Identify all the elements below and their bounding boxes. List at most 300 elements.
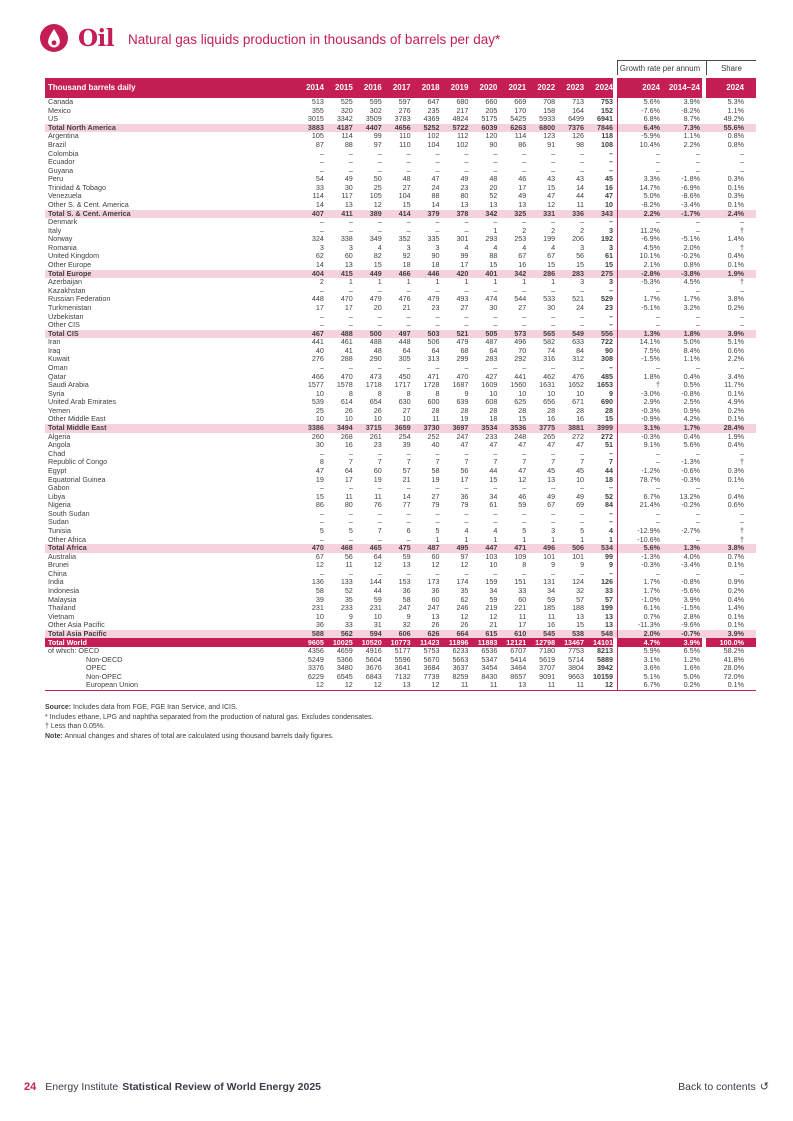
year-value: 1 xyxy=(406,277,411,287)
year-value: 614 xyxy=(340,397,353,407)
year-value: 86 xyxy=(518,139,527,149)
year-value: – xyxy=(551,165,556,175)
year-value: 14101 xyxy=(592,637,613,647)
year-value: 610 xyxy=(514,628,527,638)
growth-value: -1.2% xyxy=(641,465,660,475)
growth-value: -2.8% xyxy=(641,268,660,278)
year-value: 471 xyxy=(514,543,527,553)
year-value: 27 xyxy=(518,302,527,312)
share-value: 0.3% xyxy=(727,465,744,475)
growth-value: -8.2% xyxy=(641,200,660,210)
year-value: 51 xyxy=(604,440,613,450)
year-value: 164 xyxy=(572,105,585,115)
year-value: 64 xyxy=(344,465,353,475)
year-value: 276 xyxy=(398,105,411,115)
year-value: – xyxy=(377,148,382,158)
year-value: 3 xyxy=(580,277,585,287)
row-label: Peru xyxy=(48,175,64,184)
year-value: – xyxy=(464,320,469,330)
growth-value: 1.7% xyxy=(683,294,700,304)
year-value: 5604 xyxy=(365,654,382,664)
year-value: 268 xyxy=(340,431,353,441)
row-label: Nigeria xyxy=(48,501,71,510)
year-value: 17 xyxy=(518,182,527,192)
year-value: – xyxy=(406,517,411,527)
year-value: 76 xyxy=(373,500,382,510)
year-value: – xyxy=(464,508,469,518)
year-value: 11 xyxy=(374,491,382,501)
year-value: 462 xyxy=(543,371,556,381)
year-value: 98 xyxy=(576,139,585,149)
row-label: Tunisia xyxy=(48,526,71,535)
share-value: 0.4% xyxy=(727,491,744,501)
row-label: Romania xyxy=(48,243,77,252)
year-value: – xyxy=(522,320,527,330)
year-value: 248 xyxy=(514,431,527,441)
year-value: 8259 xyxy=(452,671,469,681)
year-value: 506 xyxy=(572,543,585,553)
row-label: Brunei xyxy=(48,561,69,570)
year-value: 10025 xyxy=(332,637,353,647)
year-value: 35 xyxy=(460,586,469,596)
year-value: – xyxy=(608,517,613,527)
year-value: 18 xyxy=(489,414,498,424)
year-value: 529 xyxy=(600,294,613,304)
year-value: 43 xyxy=(576,174,585,184)
growth-value: 2.8% xyxy=(683,611,700,621)
year-value: 27 xyxy=(402,182,411,192)
year-value: 8213 xyxy=(596,646,613,656)
growth-value: 2.5% xyxy=(683,397,700,407)
year-value: – xyxy=(580,217,585,227)
year-value: 10 xyxy=(547,388,556,398)
share-value: 1.1% xyxy=(727,105,744,115)
year-value: – xyxy=(608,320,613,330)
growth-value: 7.3% xyxy=(683,122,700,132)
share-value: 1.9% xyxy=(727,431,744,441)
year-value: 19 xyxy=(315,474,324,484)
footnote: Source: Includes data from FGE, FGE Iran Service, and ICIS. xyxy=(45,704,238,711)
year-value: 12121 xyxy=(506,637,527,647)
year-value: – xyxy=(319,517,324,527)
year-value: 664 xyxy=(456,628,469,638)
year-header: 2015 xyxy=(335,82,353,92)
year-header: 2024 xyxy=(595,82,613,92)
year-value: 1 xyxy=(580,534,585,544)
year-value: 10 xyxy=(489,560,498,570)
year-value: 33 xyxy=(604,586,613,596)
growth-value: 1.3% xyxy=(643,328,660,338)
year-value: – xyxy=(319,363,324,372)
share-value: – xyxy=(740,363,744,372)
year-value: 6263 xyxy=(510,122,527,132)
growth-value: 3.2% xyxy=(683,302,700,312)
year-value: 10773 xyxy=(390,637,411,647)
year-value: 114 xyxy=(514,131,527,141)
year-value: – xyxy=(493,217,498,227)
year-value: 103 xyxy=(485,551,498,561)
year-value: 10 xyxy=(604,200,613,210)
year-value: 474 xyxy=(485,294,498,304)
year-value: 1 xyxy=(493,277,498,287)
year-value: 11883 xyxy=(477,637,498,647)
year-value: 18 xyxy=(604,474,613,484)
year-value: 6707 xyxy=(510,646,527,656)
year-value: 34 xyxy=(547,586,556,596)
year-value: 13 xyxy=(344,200,353,210)
growth-value: 14.1% xyxy=(639,337,660,347)
table-row xyxy=(45,149,756,158)
year-value: – xyxy=(608,508,613,518)
growth-value: -0.3% xyxy=(641,405,660,415)
year-value: – xyxy=(464,568,469,578)
year-value: 11 xyxy=(518,611,527,621)
growth-value: – xyxy=(656,448,660,458)
footnote: † Less than 0.05%. xyxy=(45,723,105,731)
year-value: 466 xyxy=(398,268,411,278)
year-value: – xyxy=(435,165,440,175)
year-value: 235 xyxy=(427,105,440,115)
growth-value: 9.1% xyxy=(643,440,660,450)
share-value: 28.4% xyxy=(723,423,744,433)
growth-value: 1.7% xyxy=(643,586,660,596)
row-label: Indonesia xyxy=(48,587,80,596)
year-value: 15 xyxy=(547,182,556,192)
share-value: † xyxy=(740,457,744,467)
page-header xyxy=(40,24,500,52)
growth-value: – xyxy=(656,217,660,227)
year-value: 2 xyxy=(580,225,585,235)
year-value: 30 xyxy=(315,440,324,450)
year-value: 1 xyxy=(348,277,353,287)
year-value: 349 xyxy=(369,234,382,244)
year-value: 466 xyxy=(311,371,324,381)
table-header-row xyxy=(45,78,756,98)
year-value: 1 xyxy=(608,534,613,544)
year-value: 3715 xyxy=(365,423,382,433)
year-value: 378 xyxy=(456,208,469,218)
year-value: 562 xyxy=(340,628,353,638)
year-value: 13 xyxy=(344,260,353,270)
year-value: 272 xyxy=(600,431,613,441)
year-value: 109 xyxy=(514,551,527,561)
share-value: 1.4% xyxy=(727,603,744,613)
year-value: 6941 xyxy=(596,114,613,124)
year-value: 3 xyxy=(319,242,324,252)
year-value: 582 xyxy=(543,337,556,347)
share-value: – xyxy=(740,568,744,578)
row-label: Algeria xyxy=(48,432,71,441)
year-value: 1717 xyxy=(394,380,411,390)
year-value: 6039 xyxy=(481,122,498,132)
year-value: 9 xyxy=(406,611,411,621)
page-footer xyxy=(24,1080,769,1093)
year-value: 11 xyxy=(432,414,440,424)
back-to-contents-link[interactable] xyxy=(678,1080,769,1093)
growth-value: – xyxy=(656,148,660,158)
growth-value: – xyxy=(696,517,700,527)
share-value: 28.0% xyxy=(723,663,744,673)
year-value: 104 xyxy=(427,139,440,149)
year-value: – xyxy=(348,508,353,518)
growth-value: – xyxy=(656,457,660,467)
year-value: 5596 xyxy=(394,654,411,664)
year-value: – xyxy=(464,285,469,295)
year-value: 9 xyxy=(551,560,556,570)
growth-value: 0.8% xyxy=(683,260,700,270)
year-value: 199 xyxy=(543,234,556,244)
year-value: 4824 xyxy=(452,114,469,124)
year-value: – xyxy=(464,483,469,493)
year-value: – xyxy=(551,448,556,458)
year-value: 7132 xyxy=(394,671,411,681)
year-value: 46 xyxy=(518,174,527,184)
year-value: – xyxy=(435,517,440,527)
year-value: 7 xyxy=(522,457,527,467)
year-value: 505 xyxy=(485,328,498,338)
growth-value: -1.3% xyxy=(641,551,660,561)
year-value: 28 xyxy=(489,405,498,415)
year-value: – xyxy=(319,483,324,493)
year-value: – xyxy=(522,448,527,458)
year-value: 3637 xyxy=(452,663,469,673)
share-value: – xyxy=(740,448,744,458)
year-value: 8 xyxy=(435,388,440,398)
year-value: 11 xyxy=(460,680,469,690)
year-value: – xyxy=(551,568,556,578)
year-value: 174 xyxy=(456,577,469,587)
year-value: 28 xyxy=(547,405,556,415)
year-value: 9091 xyxy=(539,671,556,681)
year-value: 80 xyxy=(460,191,469,201)
year-value: – xyxy=(377,483,382,493)
year-value: 9 xyxy=(348,611,353,621)
year-value: 47 xyxy=(547,440,556,450)
year-value: 47 xyxy=(460,440,469,450)
year-value: – xyxy=(406,483,411,493)
year-value: 1 xyxy=(522,534,527,544)
share-value: 3.8% xyxy=(727,543,744,553)
share-value: 0.8% xyxy=(727,131,744,141)
year-value: – xyxy=(319,508,324,518)
year-value: 99 xyxy=(460,251,469,261)
year-value: 91 xyxy=(547,139,556,149)
year-value: 654 xyxy=(369,397,382,407)
table-row xyxy=(45,312,756,321)
year-value: 64 xyxy=(489,345,498,355)
growth-value: – xyxy=(696,320,700,330)
growth-value: -10.6% xyxy=(637,534,660,544)
year-value: – xyxy=(377,517,382,527)
year-value: 25 xyxy=(315,405,324,415)
year-value: – xyxy=(435,448,440,458)
row-label: Total Europe xyxy=(48,269,92,278)
year-value: 23 xyxy=(373,440,382,450)
year-value: 33 xyxy=(518,586,527,596)
year-value: 414 xyxy=(398,208,411,218)
year-value: 539 xyxy=(311,397,324,407)
growth-value: 10.1% xyxy=(639,251,660,261)
footer-org: Energy Institute xyxy=(45,1080,119,1093)
year-value: 206 xyxy=(572,234,585,244)
growth-value: 5.0% xyxy=(683,671,700,681)
year-value: 608 xyxy=(485,397,498,407)
year-value: 120 xyxy=(485,131,498,141)
year-value: 13 xyxy=(489,200,498,210)
year-value: 58 xyxy=(431,465,440,475)
back-to-contents-label[interactable]: Back to contents xyxy=(678,1080,756,1093)
footnotes xyxy=(45,703,373,741)
year-value: 513 xyxy=(311,97,324,107)
share-value: – xyxy=(740,148,744,158)
year-value: 7 xyxy=(406,457,411,467)
growth-value: -2.7% xyxy=(681,525,700,535)
year-value: 639 xyxy=(456,397,469,407)
year-value: 233 xyxy=(485,431,498,441)
year-value: 15 xyxy=(489,474,498,484)
year-value: 34 xyxy=(489,491,498,501)
growth-value: – xyxy=(696,363,700,372)
year-value: 470 xyxy=(456,371,469,381)
share-group-header: Share xyxy=(706,61,756,75)
year-value: 3730 xyxy=(423,423,440,433)
year-value: 253 xyxy=(514,234,527,244)
year-value: 16 xyxy=(547,414,556,424)
year-value: 9663 xyxy=(568,671,585,681)
growth-value: -9.6% xyxy=(681,620,700,630)
growth-value: – xyxy=(656,285,660,295)
year-value: 16 xyxy=(547,620,556,630)
growth-value: 1.6% xyxy=(683,663,700,673)
year-value: 185 xyxy=(543,603,556,613)
year-value: 449 xyxy=(369,268,382,278)
year-value: 136 xyxy=(311,577,324,587)
year-value: – xyxy=(608,483,613,493)
year-value: 10 xyxy=(315,388,324,398)
year-value: 5889 xyxy=(596,654,613,664)
year-value: 487 xyxy=(427,543,440,553)
year-value: 5366 xyxy=(336,654,353,664)
row-label: Trinidad & Tobago xyxy=(48,183,106,192)
year-value: 64 xyxy=(373,551,382,561)
share-value: 100.0% xyxy=(706,638,756,647)
year-value: – xyxy=(319,217,324,227)
year-value: – xyxy=(580,157,585,167)
year-value: 10 xyxy=(315,611,324,621)
row-label: Argentina xyxy=(48,132,79,141)
table-row xyxy=(45,278,756,287)
year-value: 28 xyxy=(576,405,585,415)
year-value: 8 xyxy=(319,457,324,467)
growth-value: -0.3% xyxy=(641,431,660,441)
year-value: 105 xyxy=(369,191,382,201)
year-value: 88 xyxy=(489,251,498,261)
row-label: Norway xyxy=(48,235,73,244)
year-value: 12 xyxy=(518,474,527,484)
year-value: 1560 xyxy=(510,380,527,390)
year-value: 124 xyxy=(572,577,585,587)
row-label: Total Middle East xyxy=(48,424,107,433)
year-value: – xyxy=(464,363,469,372)
year-value: 660 xyxy=(485,97,498,107)
share-value: 1.4% xyxy=(727,234,744,244)
share-value: 1.9% xyxy=(727,268,744,278)
growth-value: 4.0% xyxy=(683,551,700,561)
year-value: 173 xyxy=(427,577,440,587)
year-value: 5177 xyxy=(394,646,411,656)
year-value: 324 xyxy=(311,234,324,244)
growth-value: 13.2% xyxy=(679,491,700,501)
year-value: 17 xyxy=(344,474,353,484)
year-value: 708 xyxy=(543,97,556,107)
growth-value: -0.3% xyxy=(681,474,700,484)
year-value: 713 xyxy=(572,97,585,107)
year-value: 3 xyxy=(406,242,411,252)
year-value: – xyxy=(493,311,498,321)
year-value: 5 xyxy=(348,525,353,535)
row-label: Venezuela xyxy=(48,192,82,201)
year-value: – xyxy=(493,483,498,493)
growth-value: -3.8% xyxy=(681,268,700,278)
year-value: 1609 xyxy=(481,380,498,390)
year-value: 6 xyxy=(406,525,411,535)
share-value: – xyxy=(740,157,744,167)
year-value: – xyxy=(348,148,353,158)
year-value: 342 xyxy=(485,208,498,218)
table-row xyxy=(45,510,756,519)
year-value: 1728 xyxy=(423,380,440,390)
year-value: 151 xyxy=(514,577,527,587)
share-value: 0.2% xyxy=(727,302,744,312)
growth-value: 4.7% xyxy=(643,637,660,647)
year-value: – xyxy=(377,225,382,235)
year-value: 1 xyxy=(493,534,498,544)
row-label: Saudi Arabia xyxy=(48,381,89,390)
year-value: 152 xyxy=(600,105,613,115)
year-value: 3641 xyxy=(394,663,411,673)
year-value: 252 xyxy=(427,431,440,441)
year-value: 50 xyxy=(373,174,382,184)
table-row xyxy=(45,141,756,150)
year-value: 24 xyxy=(576,302,585,312)
year-value: 188 xyxy=(572,603,585,613)
year-value: 13 xyxy=(402,680,411,690)
year-value: 79 xyxy=(431,500,440,510)
year-value: 470 xyxy=(340,294,353,304)
year-value: 7 xyxy=(551,457,556,467)
year-value: – xyxy=(580,448,585,458)
year-value: 3942 xyxy=(596,663,613,673)
year-value: 9 xyxy=(608,560,613,570)
year-value: 44 xyxy=(489,465,498,475)
year-value: 56 xyxy=(460,465,469,475)
year-value: 548 xyxy=(600,628,613,638)
year-value: 12 xyxy=(373,200,382,210)
row-label: Guyana xyxy=(48,166,74,175)
year-value: 110 xyxy=(399,131,411,141)
year-value: – xyxy=(435,483,440,493)
growth-value: 10.4% xyxy=(639,139,660,149)
year-value: 1 xyxy=(464,277,469,287)
year-value: – xyxy=(464,448,469,458)
year-value: 19 xyxy=(373,474,382,484)
year-value: – xyxy=(406,320,411,330)
year-value: 7846 xyxy=(596,122,613,132)
row-label: Angola xyxy=(48,441,71,450)
footnote: Note: Annual changes and shares of total are calculated using thousand barrels daily figures. xyxy=(45,732,334,740)
growth-value: 3.9% xyxy=(683,637,700,647)
year-value: 10 xyxy=(373,414,382,424)
